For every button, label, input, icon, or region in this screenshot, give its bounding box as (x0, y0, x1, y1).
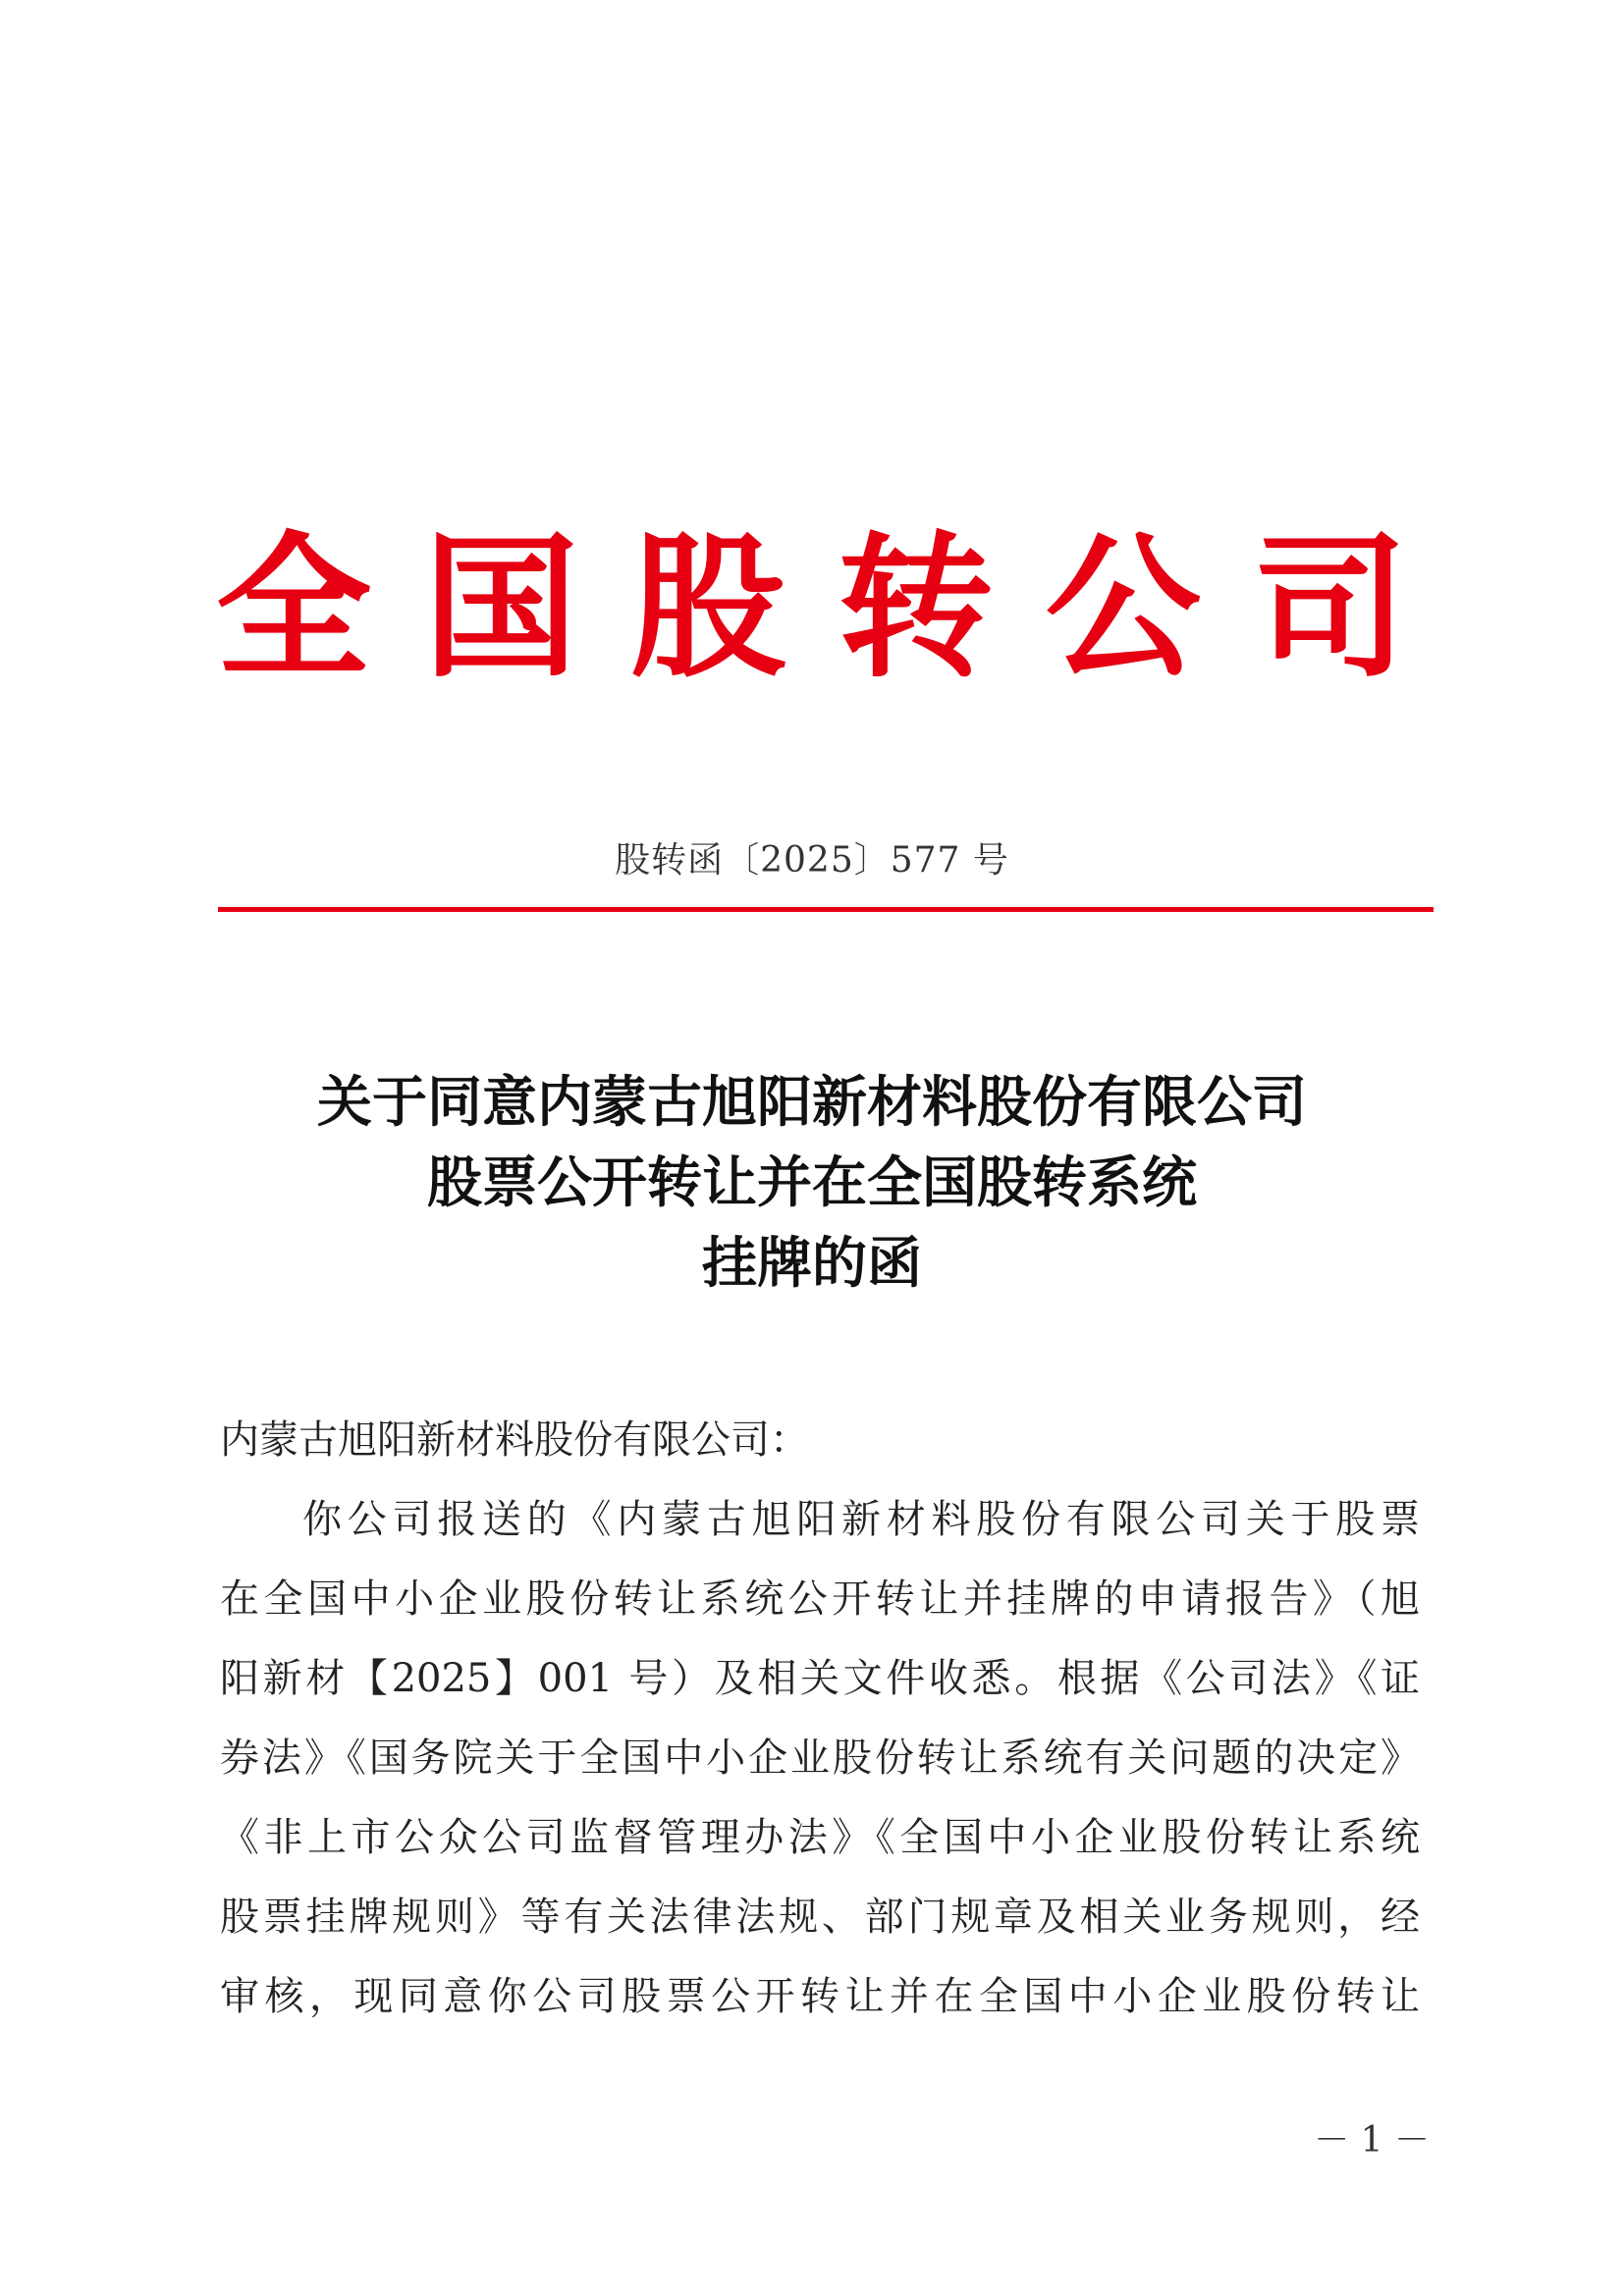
title-line: 挂牌的函 (702, 1231, 922, 1296)
page-number: － 1 － (1314, 2120, 1430, 2161)
masthead-title (216, 510, 1408, 707)
body-line: 在全国中小企业股份转让系统公开转让并挂牌的申请报告》（旭 (220, 1576, 1420, 1622)
document-title (0, 1062, 1624, 1304)
masthead-char: 转 (838, 517, 994, 699)
body-line: 审核，现同意你公司股票公开转让并在全国中小企业股份转让 (220, 1974, 1420, 2019)
title-line: 关于同意内蒙古旭阳新材料股份有限公司 (317, 1070, 1307, 1135)
body-line: 阳新材【2025】001 号）及相关文件收悉。根据《公司法》《证 (220, 1656, 1420, 1701)
title-line: 股票公开转让并在全国股转系统 (427, 1150, 1197, 1215)
masthead-char: 全 (216, 517, 371, 699)
addressee: 内蒙古旭阳新材料股份有限公司： (220, 1417, 809, 1463)
document-number: 股转函〔2025〕577 号 (615, 840, 1009, 881)
masthead-char: 国 (423, 517, 579, 699)
masthead-char: 司 (1252, 517, 1408, 699)
body-line: 股票挂牌规则》等有关法律法规、部门规章及相关业务规则，经 (220, 1895, 1420, 1940)
masthead-char: 公 (1045, 517, 1201, 699)
masthead-char: 股 (630, 517, 786, 699)
red-divider-line (218, 907, 1434, 912)
body-line: 《非上市公众公司监督管理办法》《全国中小企业股份转让系统 (220, 1815, 1420, 1860)
body-text (220, 1480, 1420, 2037)
body-line: 你公司报送的《内蒙古旭阳新材料股份有限公司关于股票 (302, 1497, 1420, 1542)
body-line: 券法》《国务院关于全国中小企业股份转让系统有关问题的决定》 (220, 1735, 1420, 1781)
